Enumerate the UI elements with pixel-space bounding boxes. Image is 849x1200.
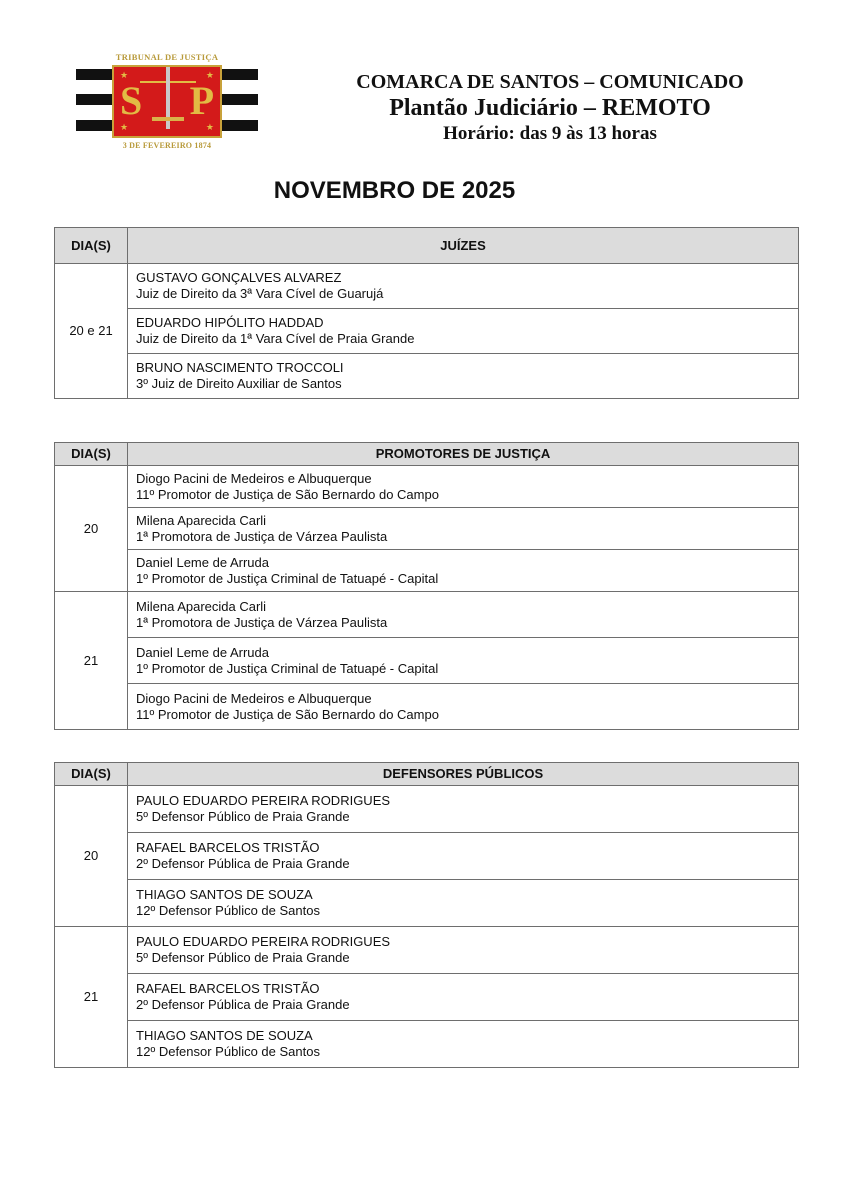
person-name: EDUARDO HIPÓLITO HADDAD bbox=[136, 315, 324, 330]
table-row bbox=[55, 927, 799, 974]
table-header-row bbox=[55, 763, 799, 786]
person-cell bbox=[128, 550, 799, 592]
logo-letter-p: P bbox=[189, 78, 214, 123]
column-header-promotores: PROMOTORES DE JUSTIÇA bbox=[128, 443, 799, 466]
month-title: NOVEMBRO DE 2025 bbox=[273, 177, 516, 204]
person-name: Daniel Leme de Arruda bbox=[136, 554, 269, 570]
logo-letter-s: S bbox=[120, 78, 143, 123]
day-cell: 20 bbox=[55, 466, 128, 592]
person-role: 2º Defensor Pública de Praia Grande bbox=[136, 997, 350, 1012]
person-role: 11º Promotor de Justiça de São Bernardo do Campo bbox=[136, 486, 439, 502]
day-cell: 20 bbox=[55, 786, 128, 927]
logo-bottom-caption: 3 DE FEVEREIRO 1874 bbox=[122, 141, 212, 150]
person-name: GUSTAVO GONÇALVES ALVAREZ bbox=[136, 270, 342, 285]
person-cell bbox=[128, 466, 799, 508]
person-name: RAFAEL BARCELOS TRISTÃO bbox=[136, 840, 320, 855]
table-row bbox=[55, 466, 799, 508]
day-cell: 21 bbox=[55, 927, 128, 1068]
sword-guard-icon bbox=[152, 117, 184, 121]
logo-shield bbox=[112, 65, 222, 138]
document-header bbox=[300, 70, 800, 146]
column-header-days: DIA(S) bbox=[55, 228, 128, 264]
person-cell bbox=[128, 833, 799, 880]
table-header-row bbox=[55, 228, 799, 264]
person-name: Milena Aparecida Carli bbox=[136, 598, 267, 614]
person-name: RAFAEL BARCELOS TRISTÃO bbox=[136, 981, 320, 996]
person-role: 5º Defensor Público de Praia Grande bbox=[136, 950, 350, 965]
promotores-table bbox=[54, 442, 799, 730]
table-row bbox=[55, 638, 799, 684]
header-subtitle: Plantão Judiciário – REMOTO bbox=[389, 95, 711, 121]
table-row bbox=[55, 592, 799, 638]
person-cell bbox=[128, 684, 799, 730]
person-cell bbox=[128, 638, 799, 684]
person-role: 12º Defensor Público de Santos bbox=[136, 903, 320, 918]
star-icon: ★ bbox=[120, 122, 129, 132]
table-row bbox=[55, 880, 799, 927]
table-row bbox=[55, 354, 799, 399]
table-row bbox=[55, 684, 799, 730]
table-row bbox=[55, 550, 799, 592]
table-row bbox=[55, 974, 799, 1021]
table-row bbox=[55, 833, 799, 880]
header-schedule: Horário: das 9 às 13 horas bbox=[443, 123, 657, 144]
star-icon: ★ bbox=[120, 70, 129, 80]
person-name: Diogo Pacini de Medeiros e Albuquerque bbox=[136, 690, 372, 706]
table-row bbox=[55, 309, 799, 354]
column-header-days: DIA(S) bbox=[55, 763, 128, 786]
person-cell bbox=[128, 1021, 799, 1068]
person-name: Milena Aparecida Carli bbox=[136, 512, 267, 528]
logo-top-caption: TRIBUNAL DE JUSTIÇA bbox=[115, 52, 219, 62]
person-role: Juiz de Direito da 3ª Vara Cível de Guarujá bbox=[136, 286, 384, 301]
person-name: Daniel Leme de Arruda bbox=[136, 644, 269, 660]
person-name: Diogo Pacini de Medeiros e Albuquerque bbox=[136, 470, 372, 486]
tjsp-logo bbox=[76, 52, 258, 150]
table-row bbox=[55, 786, 799, 833]
star-icon: ★ bbox=[205, 70, 214, 80]
day-cell: 21 bbox=[55, 592, 128, 730]
header-title: COMARCA DE SANTOS – COMUNICADO bbox=[356, 71, 744, 93]
person-role: 5º Defensor Público de Praia Grande bbox=[136, 809, 350, 824]
table-header-row bbox=[55, 443, 799, 466]
column-header-days: DIA(S) bbox=[55, 443, 128, 466]
table-row bbox=[55, 1021, 799, 1068]
person-role: 3º Juiz de Direito Auxiliar de Santos bbox=[136, 376, 342, 391]
person-role: 1ª Promotora de Justiça de Várzea Paulista bbox=[136, 528, 388, 544]
person-cell bbox=[128, 786, 799, 833]
person-cell bbox=[128, 880, 799, 927]
person-role: Juiz de Direito da 1ª Vara Cível de Praia Grande bbox=[136, 331, 415, 346]
person-cell bbox=[128, 264, 799, 309]
table-row bbox=[55, 264, 799, 309]
column-header-defensores: DEFENSORES PÚBLICOS bbox=[128, 763, 799, 786]
table-row bbox=[55, 508, 799, 550]
person-cell bbox=[128, 354, 799, 399]
juizes-table bbox=[54, 227, 799, 399]
person-role: 1º Promotor de Justiça Criminal de Tatuapé - Capital bbox=[136, 570, 439, 586]
column-header-juizes: JUÍZES bbox=[128, 228, 799, 264]
defensores-table bbox=[54, 762, 799, 1068]
person-cell bbox=[128, 974, 799, 1021]
person-role: 11º Promotor de Justiça de São Bernardo do Campo bbox=[136, 706, 439, 722]
person-cell bbox=[128, 508, 799, 550]
person-cell bbox=[128, 592, 799, 638]
day-cell: 20 e 21 bbox=[55, 264, 128, 399]
person-name: PAULO EDUARDO PEREIRA RODRIGUES bbox=[136, 793, 391, 808]
person-name: THIAGO SANTOS DE SOUZA bbox=[136, 1028, 313, 1043]
person-role: 2º Defensor Pública de Praia Grande bbox=[136, 856, 350, 871]
person-role: 1º Promotor de Justiça Criminal de Tatuapé - Capital bbox=[136, 660, 439, 676]
person-name: THIAGO SANTOS DE SOUZA bbox=[136, 887, 313, 902]
person-cell bbox=[128, 927, 799, 974]
star-icon: ★ bbox=[205, 122, 214, 132]
person-name: PAULO EDUARDO PEREIRA RODRIGUES bbox=[136, 934, 391, 949]
person-role: 1ª Promotora de Justiça de Várzea Paulista bbox=[136, 614, 388, 630]
person-name: BRUNO NASCIMENTO TROCCOLI bbox=[136, 360, 344, 375]
person-role: 12º Defensor Público de Santos bbox=[136, 1044, 320, 1059]
person-cell bbox=[128, 309, 799, 354]
